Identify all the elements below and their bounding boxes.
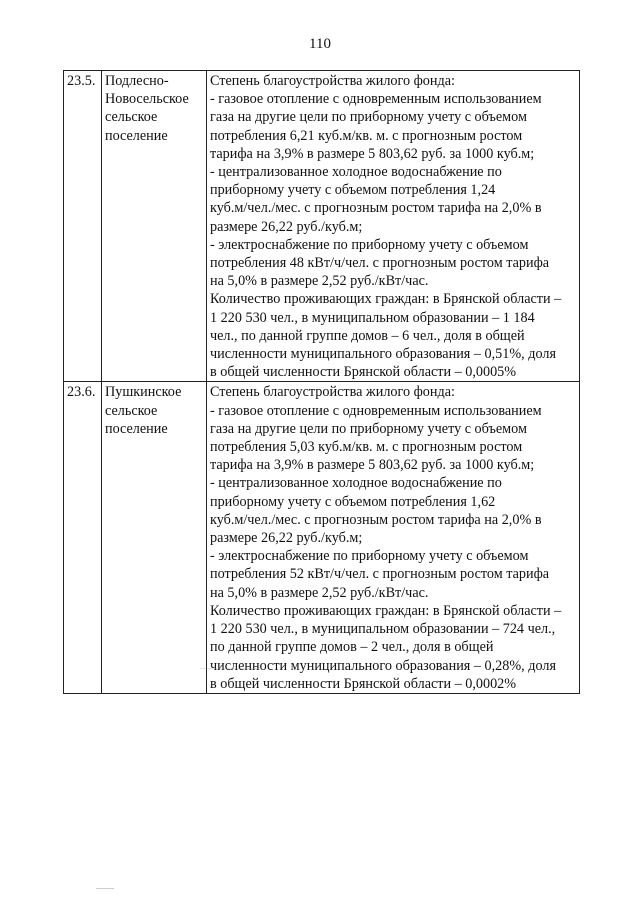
housing-description (207, 71, 580, 382)
settlement-name-line: Пушкинское (105, 384, 182, 401)
description-line: - газовое отопление с одновременным использованием (210, 91, 542, 108)
description-line: Степень благоустройства жилого фонда: (210, 73, 455, 89)
description-line: Степень благоустройства жилого фонда: (210, 384, 455, 401)
description-line: - централизованное холодное водоснабжение по (210, 164, 502, 181)
description-line: размере 26,22 руб./куб.м; (210, 218, 363, 235)
description-line: газа на другие цели по приборному учету с объемом (210, 420, 527, 437)
description-line: приборному учету с объемом потребления 1,62 (210, 493, 496, 510)
settlement-name-line: сельское (105, 402, 158, 419)
settlement-name-line: поселение (105, 420, 168, 437)
document-table (63, 70, 580, 694)
description-line: по данной группе домов – 2 чел., доля в общей (210, 639, 494, 656)
description-line: размере 26,22 руб./куб.м; (210, 530, 363, 547)
table-row (64, 382, 580, 693)
description-line: потребления 48 кВт/ч/чел. с прогнозным ростом тарифа (210, 255, 550, 272)
description-line: 1 220 530 чел., в муниципальном образовании – 1 184 (210, 309, 535, 326)
description-line: газа на другие цели по приборному учету с объемом (210, 109, 527, 126)
settlement-name (102, 71, 207, 382)
description-line: потребления 52 кВт/ч/чел. с прогнозным ростом тарифа (210, 566, 550, 583)
description-line: тарифа на 3,9% в размере 5 803,62 руб. за 1000 куб.м; (210, 145, 535, 162)
description-line: куб.м/чел./мес. с прогнозным ростом тарифа на 2,0% в (210, 200, 542, 217)
description-line: на 5,0% в размере 2,52 руб./кВт/час. (210, 273, 429, 290)
description-line: чел., по данной группе домов – 6 чел., доля в общей (210, 327, 525, 344)
description-line: численности муниципального образования – 0,51%, доля (210, 346, 556, 363)
description-line: в общей численности Брянской области – 0,0002% (210, 675, 517, 692)
description-line: 1 220 530 чел., в муниципальном образовании – 724 чел., (210, 621, 556, 638)
scan-mark (96, 888, 114, 889)
table-body (64, 71, 580, 694)
settlement-name (102, 382, 207, 693)
settlement-name-line: сельское (105, 109, 158, 126)
scan-mark (200, 668, 260, 669)
description-line: - электроснабжение по приборному учету с объемом (210, 236, 529, 253)
page-number: 110 (309, 36, 331, 52)
description-line: в общей численности Брянской области – 0,0005% (210, 364, 517, 381)
description-line: - электроснабжение по приборному учету с объемом (210, 548, 529, 565)
description-line: тарифа на 3,9% в размере 5 803,62 руб. за 1000 куб.м; (210, 457, 535, 474)
description-line: Количество проживающих граждан: в Брянской области – (210, 291, 562, 308)
description-line: куб.м/чел./мес. с прогнозным ростом тарифа на 2,0% в (210, 511, 542, 528)
housing-description (207, 382, 580, 693)
settlement-name-line: поселение (105, 127, 168, 144)
description-line: потребления 5,03 куб.м/кв. м. с прогнозным ростом (210, 439, 523, 456)
description-line: Количество проживающих граждан: в Брянской области – (210, 602, 562, 619)
table-row (64, 71, 580, 382)
description-line: потребления 6,21 куб.м/кв. м. с прогнозным ростом (210, 127, 523, 144)
description-line: на 5,0% в размере 2,52 руб./кВт/час. (210, 584, 429, 601)
description-line: приборному учету с объемом потребления 1,24 (210, 182, 496, 199)
description-line: - централизованное холодное водоснабжение по (210, 475, 502, 492)
row-number: 23.6. (64, 382, 102, 693)
description-line: - газовое отопление с одновременным использованием (210, 402, 542, 419)
description-line: численности муниципального образования – 0,28%, доля (210, 657, 556, 674)
row-number: 23.5. (64, 71, 102, 382)
settlement-name-line: Подлесно- (105, 73, 169, 89)
settlement-name-line: Новосельское (105, 91, 189, 108)
